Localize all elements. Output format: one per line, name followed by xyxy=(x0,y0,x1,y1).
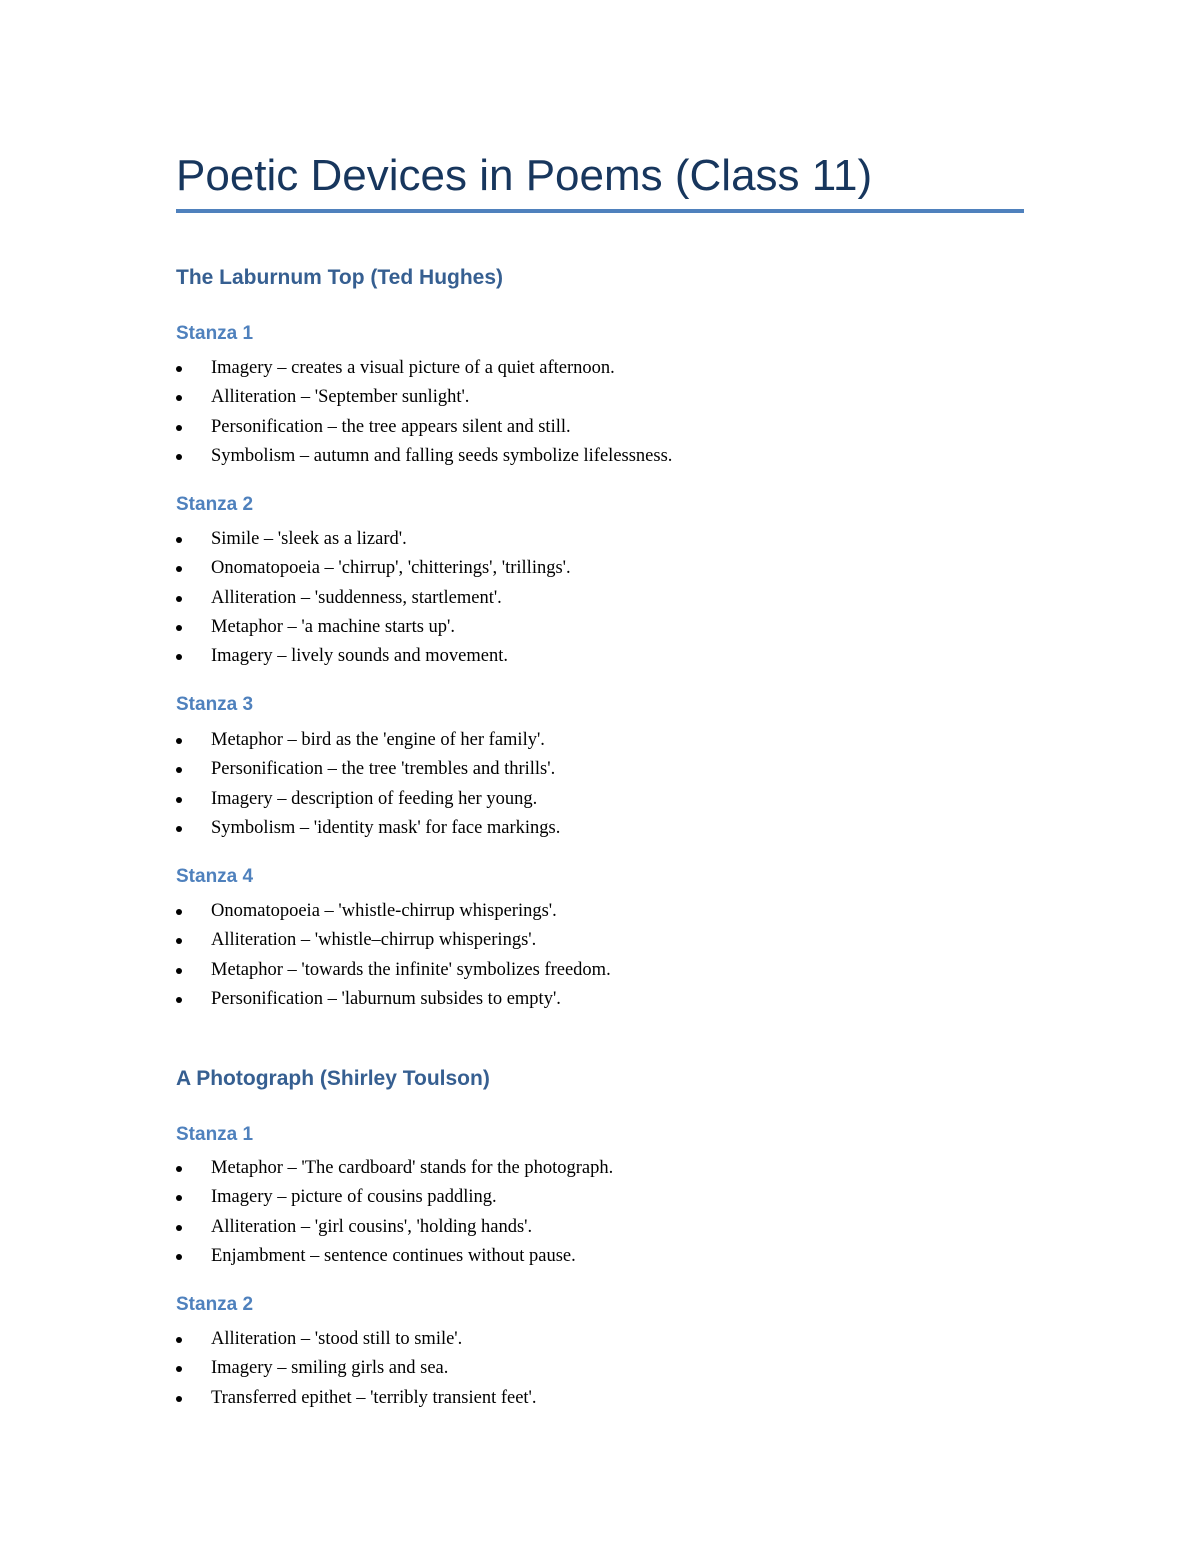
bullet-icon xyxy=(176,826,182,832)
list-item xyxy=(176,613,571,642)
bullet-icon xyxy=(176,1195,182,1201)
device-text: Metaphor – 'a machine starts up'. xyxy=(211,616,456,637)
list-item xyxy=(176,1154,613,1183)
device-text: Onomatopoeia – 'whistle-chirrup whisperings'. xyxy=(211,901,557,921)
list-item xyxy=(176,1213,613,1242)
device-text: Imagery – description of feeding her young. xyxy=(211,788,538,809)
device-text: Personification – the tree appears silent and still. xyxy=(211,416,571,437)
device-text: Imagery – picture of cousins paddling. xyxy=(211,1187,497,1208)
list-item xyxy=(176,985,611,1014)
bullet-icon xyxy=(176,395,182,401)
list-item xyxy=(176,814,560,843)
device-list xyxy=(176,1154,613,1271)
list-item xyxy=(176,926,611,955)
bullet-icon xyxy=(176,997,182,1003)
list-item xyxy=(176,354,672,383)
device-text: Simile – 'sleek as a lizard'. xyxy=(211,529,407,549)
list-item xyxy=(176,554,571,583)
bullet-icon xyxy=(176,1396,182,1402)
list-item xyxy=(176,442,672,471)
device-text: Alliteration – 'September sunlight'. xyxy=(211,387,470,408)
bullet-icon xyxy=(176,909,182,915)
device-text: Alliteration – 'whistle–chirrup whisperings'. xyxy=(211,930,537,951)
device-list xyxy=(176,354,672,471)
stanza-heading: Stanza 3 xyxy=(176,694,254,715)
bullet-icon xyxy=(176,738,182,744)
device-text: Metaphor – 'towards the infinite' symbolizes freedom. xyxy=(211,959,611,980)
stanza-heading: Stanza 2 xyxy=(176,1294,254,1315)
device-text: Transferred epithet – 'terribly transient feet'. xyxy=(211,1387,537,1408)
device-text: Enjambment – sentence continues without pause. xyxy=(211,1245,576,1266)
device-text: Imagery – creates a visual picture of a quiet afternoon. xyxy=(211,358,615,378)
bullet-icon xyxy=(176,454,182,460)
bullet-icon xyxy=(176,968,182,974)
bullet-icon xyxy=(176,625,182,631)
device-text: Personification – 'laburnum subsides to empty'. xyxy=(211,988,561,1009)
list-item xyxy=(176,642,571,671)
device-list xyxy=(176,897,611,1014)
list-item xyxy=(176,1354,537,1383)
document-title: Poetic Devices in Poems (Class 11) xyxy=(176,151,873,200)
list-item xyxy=(176,1384,537,1413)
list-item xyxy=(176,1325,537,1354)
list-item xyxy=(176,755,560,784)
device-text: Symbolism – autumn and falling seeds symbolize lifelessness. xyxy=(211,445,673,466)
bullet-icon xyxy=(176,654,182,660)
poem-heading-a-photograph: A Photograph (Shirley Toulson) xyxy=(176,1067,490,1090)
bullet-icon xyxy=(176,797,182,803)
bullet-icon xyxy=(176,767,182,773)
list-item xyxy=(176,525,571,554)
device-list xyxy=(176,525,571,671)
bullet-icon xyxy=(176,537,182,543)
title-underline xyxy=(176,209,1024,213)
list-item xyxy=(176,1242,613,1271)
device-text: Personification – the tree 'trembles and thrills'. xyxy=(211,759,556,780)
bullet-icon xyxy=(176,596,182,602)
bullet-icon xyxy=(176,566,182,572)
device-text: Symbolism – 'identity mask' for face markings. xyxy=(211,817,561,838)
list-item xyxy=(176,584,571,613)
bullet-icon xyxy=(176,1337,182,1343)
device-text: Alliteration – 'girl cousins', 'holding hands'. xyxy=(211,1216,533,1237)
device-text: Alliteration – 'suddenness, startlement'. xyxy=(211,587,502,608)
bullet-icon xyxy=(176,1166,182,1172)
bullet-icon xyxy=(176,425,182,431)
device-list xyxy=(176,1325,537,1413)
bullet-icon xyxy=(176,1225,182,1231)
poem-heading-laburnum-top: The Laburnum Top (Ted Hughes) xyxy=(176,266,504,289)
list-item xyxy=(176,383,672,412)
list-item xyxy=(176,726,560,755)
stanza-heading: Stanza 4 xyxy=(176,866,254,887)
device-list xyxy=(176,726,560,843)
device-text: Onomatopoeia – 'chirrup', 'chitterings', 'trillings'. xyxy=(211,558,571,579)
list-item xyxy=(176,413,672,442)
device-text: Metaphor – 'The cardboard' stands for the photograph. xyxy=(211,1158,614,1178)
device-text: Imagery – lively sounds and movement. xyxy=(211,646,508,667)
stanza-heading: Stanza 2 xyxy=(176,494,254,515)
device-text: Alliteration – 'stood still to smile'. xyxy=(211,1329,463,1349)
stanza-heading: Stanza 1 xyxy=(176,323,254,344)
stanza-heading: Stanza 1 xyxy=(176,1124,254,1145)
bullet-icon xyxy=(176,1254,182,1260)
list-item xyxy=(176,897,611,926)
list-item xyxy=(176,785,560,814)
list-item xyxy=(176,956,611,985)
list-item xyxy=(176,1183,613,1212)
bullet-icon xyxy=(176,938,182,944)
bullet-icon xyxy=(176,366,182,372)
device-text: Metaphor – bird as the 'engine of her family'. xyxy=(211,730,545,750)
bullet-icon xyxy=(176,1366,182,1372)
device-text: Imagery – smiling girls and sea. xyxy=(211,1358,449,1379)
